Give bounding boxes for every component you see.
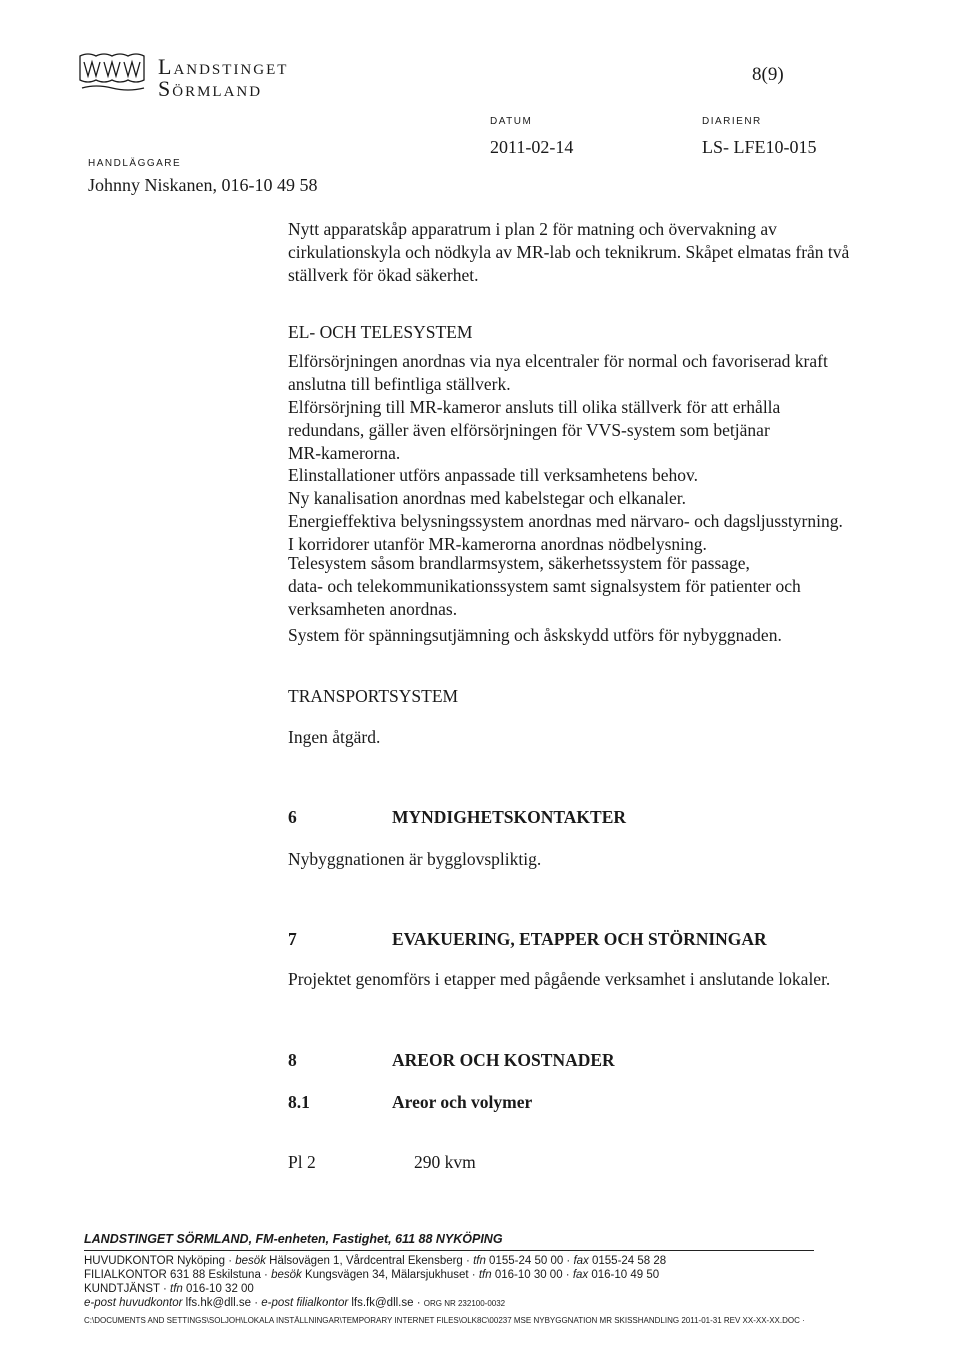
text-line: Elförsörjningen anordnas via nya elcentraler för normal och favoriserad kraft <box>288 351 828 371</box>
footer-file-path: C:\DOCUMENTS AND SETTINGS\SOLJOH\LOKALA INSTÄLLNINGAR\TEMPORARY INTERNET FILES\OLK8C\00237 MSE NYBYGGNATION MR SKISSHANDLING 2011-01-31 REV XX-XX-XX.DOC · <box>84 1316 805 1325</box>
section-8-title: AREOR OCH KOSTNADER <box>392 1050 615 1070</box>
el-paragraph-5 <box>288 624 782 647</box>
page-number: 8(9) <box>752 64 784 85</box>
text-line: Energieffektiva belysningssystem anordnas med närvaro- och dagsljusstyrning. <box>288 511 843 531</box>
handlaggare-value: Johnny Niskanen, 016-10 49 58 <box>88 175 318 195</box>
diarienr-label: DIARIENR <box>702 116 762 127</box>
section-8-number: 8 <box>288 1050 297 1070</box>
footer-line-kundtjanst: KUNDTJÄNST · tfn 016-10 32 00 <box>84 1283 254 1295</box>
section-8-1-title: Areor och volymer <box>392 1092 533 1112</box>
footer-title: LANDSTINGET SÖRMLAND, FM-enheten, Fastighet, 611 88 NYKÖPING <box>84 1232 503 1246</box>
datum-value: 2011-02-14 <box>490 137 574 157</box>
org-name-line2: Sörmland <box>158 76 263 101</box>
text-line: data- och telekommunikationssystem samt signalsystem för patienter och <box>288 576 801 596</box>
text-line: redundans, gäller även elförsörjningen för VVS-system som betjänar <box>288 420 770 440</box>
text-line: Telesystem såsom brandlarmsystem, säkerhetssystem för passage, <box>288 553 750 573</box>
el-paragraph-1 <box>288 350 828 465</box>
org-name-line1: Landstinget <box>158 54 289 79</box>
intro-paragraph <box>288 218 849 287</box>
section-7-text: Projektet genomförs i etapper med pågående verksamhet i anslutande lokaler. <box>288 969 831 989</box>
section-7-title: EVAKUERING, ETAPPER OCH STÖRNINGAR <box>392 929 767 949</box>
text-line: verksamheten anordnas. <box>288 599 458 619</box>
section-7-number: 7 <box>288 929 297 949</box>
text-line: System för spänningsutjämning och åskskydd utförs för nybyggnaden. <box>288 625 782 645</box>
footer-line-epost: e-post huvudkontor lfs.hk@dll.se · e-post filialkontor lfs.fk@dll.se · ORG NR 232100-0032 <box>84 1297 506 1309</box>
section-6-number: 6 <box>288 807 297 827</box>
footer-line-filialkontor: FILIALKONTOR 631 88 Eskilstuna · besök Kungsvägen 34, Mälarsjukhuset · tfn 016-10 30 00 · fax 016-10 49 50 <box>84 1269 660 1281</box>
section-8-1-number: 8.1 <box>288 1092 310 1112</box>
datum-label: DATUM <box>490 116 533 127</box>
section-6-title: MYNDIGHETSKONTAKTER <box>392 807 627 827</box>
diarienr-value: LS- LFE10-015 <box>702 137 817 157</box>
transport-heading: TRANSPORTSYSTEM <box>288 686 459 706</box>
footer-divider <box>84 1250 814 1251</box>
text-line: Nytt apparatskåp apparatrum i plan 2 för matning och övervakning av <box>288 219 777 239</box>
el-paragraph-3 <box>288 464 843 556</box>
text-line: cirkulationskyla och nödkyla av MR-lab och teknikrum. Skåpet elmatas från två <box>288 242 850 262</box>
text-line: Elinstallationer utförs anpassade till verksamhetens behov. <box>288 465 699 485</box>
transport-text: Ingen åtgärd. <box>288 727 381 747</box>
text-line: Elförsörjning till MR-kameror ansluts till olika ställverk för att erhålla <box>288 397 781 417</box>
text-line: I korridorer utanför MR-kamerorna anordnas nödbelysning. <box>288 534 707 554</box>
el-paragraph-4 <box>288 552 801 621</box>
area-label: Pl 2 <box>288 1152 316 1172</box>
handlaggare-label: HANDLÄGGARE <box>88 158 182 169</box>
footer-line-huvudkontor: HUVUDKONTOR Nyköping · besök Hälsovägen 1, Vårdcentral Ekensberg · tfn 0155-24 50 00 · fax 0155-24 58 28 <box>84 1255 667 1267</box>
landstinget-logo-icon <box>78 50 150 96</box>
section-6-text: Nybyggnationen är bygglovspliktig. <box>288 849 542 869</box>
text-line: anslutna till befintliga ställverk. <box>288 374 511 394</box>
text-line: Ny kanalisation anordnas med kabelstegar och elkanaler. <box>288 488 686 508</box>
el-section-heading: EL- OCH TELESYSTEM <box>288 322 473 342</box>
area-value: 290 kvm <box>414 1152 476 1172</box>
text-line: ställverk för ökad säkerhet. <box>288 265 479 285</box>
text-line: MR-kamerorna. <box>288 443 401 463</box>
